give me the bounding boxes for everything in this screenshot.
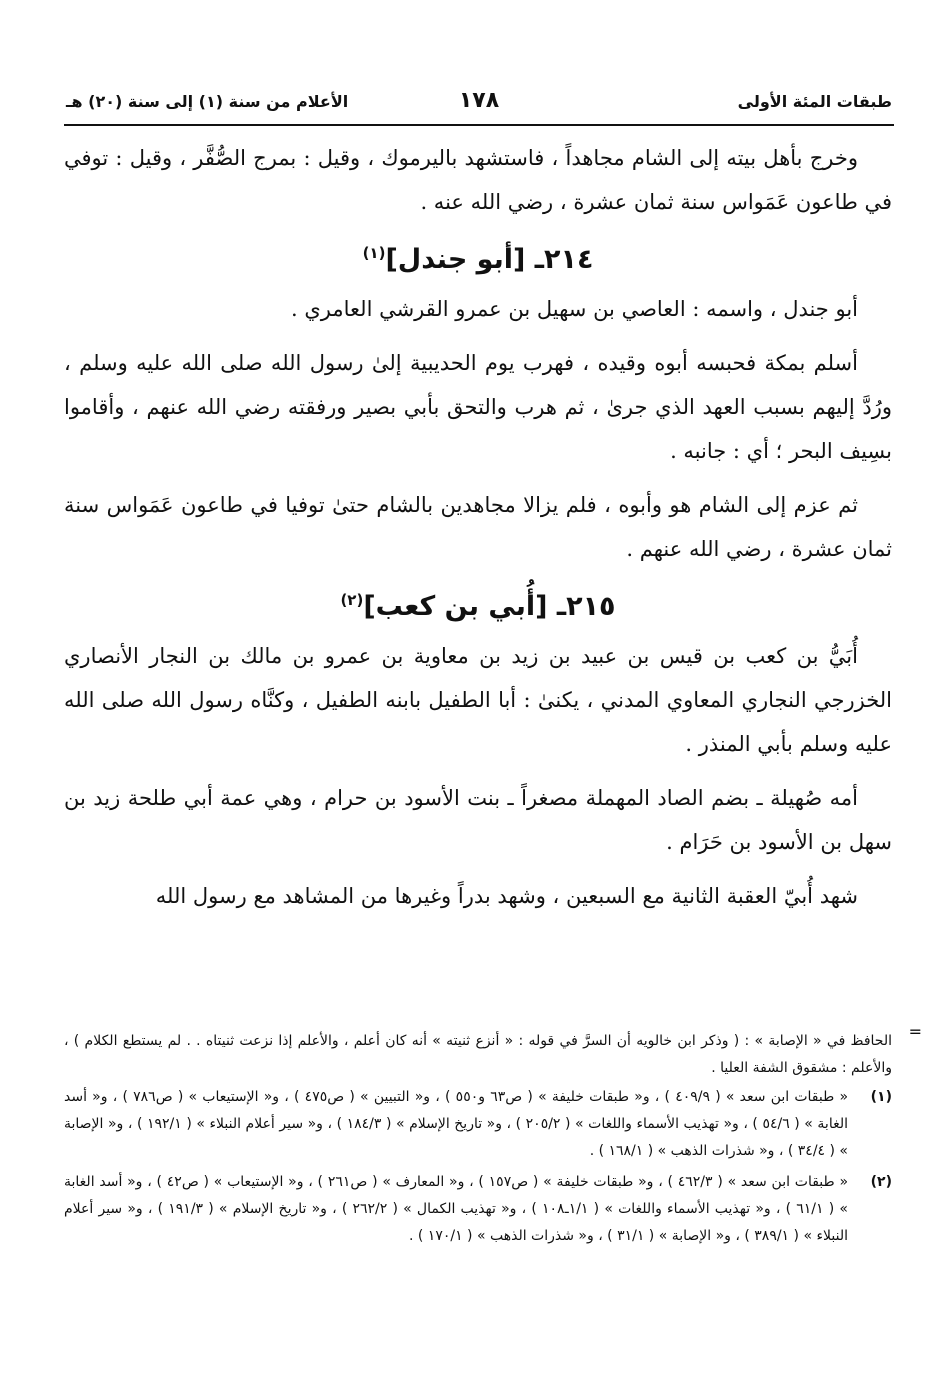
- entry-title: ٢١٤ـ [أبو جندل]: [385, 244, 594, 275]
- footnote-continuation: الحافظ في « الإصابة » : ( وذكر ابن خالويه أن السرَّ في قوله : « أنزع ثنيته » أنه كان أعلم ، والأعلم إذا نزعت ثنيتاه . . لم يستطع الكلام ) ، والأعلم : مشقوق الشفة العليا .: [64, 1033, 892, 1076]
- paragraph: أبو جندل ، واسمه : العاصي بن سهيل بن عمرو القرشي العامري .: [291, 297, 858, 321]
- footnote-text: « طبقات ابن سعد » ( ٤٠٩/٩ ) ، و« طبقات خليفة » ( ص٦٣ و٥٥٠ ) ، و« التبيين » ( ص٤٧٥ ) ، و« الإستيعاب » ( ص٧٨٦ ) ، و« أسد الغابة » ( ٥٤/٦ ) ، و« تهذيب الأسماء واللغات » ( ٢٠٥/٢ ) ، و« تاريخ الإسلام » ( ١٨٤/٣ ) ، و« سير أعلام النبلاء » ( ١٩٢/١ ) ، و« الإصابة » ( ٣٤/٤ ) ، و« شذرات الذهب » ( ١٦٨/١ ) .: [64, 1089, 849, 1159]
- entry-heading-214: [64, 244, 892, 275]
- section-title: الأعلام من سنة (١) إلى سنة (٢٠) هـ: [66, 92, 349, 111]
- paragraph: ثم عزم إلى الشام هو وأبوه ، فلم يزالا مجاهدين بالشام حتىٰ توفيا في طاعون عَمَواس سنة ثمان عشرة ، رضي الله عنهم .: [64, 493, 892, 561]
- running-header: [66, 86, 892, 118]
- footnote: [64, 1084, 892, 1165]
- entry-title: ٢١٥ـ [أُبي بن كعب]: [363, 591, 616, 622]
- paragraph: أُبَيُّ بن كعب بن قيس بن عبيد بن زيد بن معاوية بن عمرو بن مالك بن النجار الأنصاري الخزرجي النجاري المعاوي المدني ، يكنىٰ : أبا الطفيل بابنه الطفيل ، وكنَّاه رسول الله صلى الله عليه وسلم بأبي المنذر .: [64, 644, 892, 756]
- footnote-number: (٢): [870, 1174, 892, 1190]
- footnotes: [64, 1028, 892, 1254]
- footnote: [64, 1169, 892, 1250]
- footnote-text: « طبقات ابن سعد » ( ٤٦٢/٣ ) ، و« طبقات خليفة » ( ص١٥٧ ) ، و« المعارف » ( ص٢٦١ ) ، و« الإستيعاب » ( ص٤٢ ) ، و« أسد الغابة » ( ٦١/١ ) ، و« تهذيب الأسماء واللغات » ( ١/١ـ١٠٨ ) ، و« تهذيب الكمال » ( ٢٦٢/٢ ) ، و« تاريخ الإسلام » ( ١٩١/٣ ) ، و« سير أعلام النبلاء » ( ٣٨٩/١ ) ، و« الإصابة » ( ٣١/١ ) ، و« شذرات الذهب » ( ١٧٠/١ ) .: [64, 1174, 849, 1244]
- footnote-number: (١): [870, 1089, 892, 1105]
- footnote-ref: (١): [362, 244, 386, 262]
- page-number: ١٧٨: [458, 88, 500, 113]
- paragraph: وخرج بأهل بيته إلى الشام مجاهداً ، فاستشهد باليرموك ، وقيل : بمرج الصُّفَّر ، وقيل : توفي في طاعون عَمَواس سنة ثمان عشرة ، رضي الله عنه .: [64, 146, 892, 214]
- footnote-ref: (٢): [340, 591, 364, 609]
- book-title: طبقات المئة الأولى: [737, 92, 892, 111]
- paragraph: أسلم بمكة فحبسه أبوه وقيده ، فهرب يوم الحديبية إلىٰ رسول الله صلى الله عليه وسلم ، ورُدَّ إليهم بسبب العهد الذي جرىٰ ، ثم هرب والتحق بأبي بصير ورفقته رضي الله عنهم ، وأقاموا بسِيف البحر ؛ أي : جانبه .: [64, 351, 893, 463]
- paragraph: أمه صُهيلة ـ بضم الصاد المهملة مصغراً ـ بنت الأسود بن حرام ، وهي عمة أبي طلحة زيد بن سهل بن الأسود بن حَرَام .: [64, 786, 892, 854]
- entry-heading-215: [64, 591, 892, 622]
- footnote-continuation-marker: =: [908, 1022, 922, 1041]
- paragraph: شهد أُبيّ العقبة الثانية مع السبعين ، وشهد بدراً وغيرها من المشاهد مع رسول الله: [155, 884, 858, 908]
- header-rule: [64, 124, 894, 126]
- main-text: [64, 136, 892, 928]
